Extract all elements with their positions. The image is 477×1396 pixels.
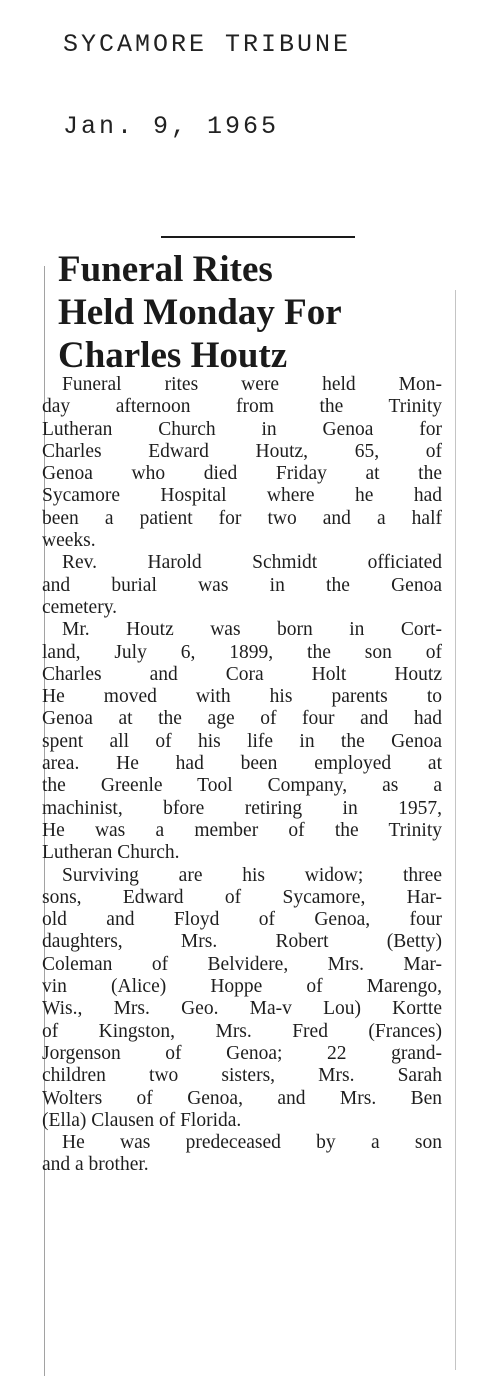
article-line: land, July 6, 1899, the son of — [42, 641, 442, 663]
article-line: Genoa who died Friday at the — [42, 463, 442, 485]
article-paragraph — [42, 374, 442, 552]
article-line: weeks. — [42, 530, 96, 552]
article-line: (Ella) Clausen of Florida. — [42, 1109, 242, 1131]
article-line: been a patient for two and a half — [42, 507, 442, 529]
article-line: Lutheran Church in Genoa for — [42, 418, 442, 440]
right-column-edge — [455, 290, 456, 1370]
newspaper-name: SYCAMORE TRIBUNE — [63, 30, 352, 59]
article-line: daughters, Mrs. Robert (Betty) — [42, 931, 442, 953]
article-line: Charles and Cora Holt Houtz — [42, 663, 442, 685]
article-line: Surviving are his widow; three — [62, 864, 442, 886]
article-line: area. He had been employed at — [42, 753, 442, 775]
article-line: of Kingston, Mrs. Fred (Frances) — [42, 1020, 442, 1042]
article-line: the Greenle Tool Company, as a — [42, 775, 442, 797]
article-line: old and Floyd of Genoa, four — [42, 909, 442, 931]
article-line: day afternoon from the Trinity — [42, 396, 442, 418]
article-line: cemetery. — [42, 596, 118, 618]
article-paragraph — [42, 865, 442, 1133]
article-line: Genoa at the age of four and had — [42, 708, 442, 730]
clipping-date: Jan. 9, 1965 — [63, 112, 280, 141]
article-body — [42, 374, 442, 1177]
article-line: Funeral rites were held Mon- — [62, 374, 442, 395]
article-line: machinist, bfore retiring in 1957, — [42, 797, 442, 819]
article-line: He moved with his parents to — [42, 686, 442, 708]
article-line: Wis., Mrs. Geo. Ma-v Lou) Kortte — [42, 998, 442, 1020]
headline-line: Charles Houtz — [58, 335, 288, 376]
column-rule — [161, 236, 355, 238]
article-line: Coleman of Belvidere, Mrs. Mar- — [42, 953, 442, 975]
article-line: Rev. Harold Schmidt officiated — [62, 552, 442, 574]
article-line: spent all of his life in the Genoa — [42, 730, 442, 752]
article-paragraph — [42, 552, 442, 619]
article-line: Wolters of Genoa, and Mrs. Ben — [42, 1087, 442, 1109]
article-line: and burial was in the Genoa — [42, 574, 442, 596]
article-line: He was predeceased by a son — [62, 1132, 442, 1154]
article-paragraph — [42, 1132, 442, 1177]
article-paragraph — [42, 619, 442, 864]
article-line: Sycamore Hospital where he had — [42, 485, 442, 507]
article-line: He was a member of the Trinity — [42, 819, 442, 841]
article-line: sons, Edward of Sycamore, Har- — [42, 886, 442, 908]
article-line: Jorgenson of Genoa; 22 grand- — [42, 1042, 442, 1064]
headline-line: Funeral Rites — [58, 249, 273, 290]
article-line: Charles Edward Houtz, 65, of — [42, 440, 442, 462]
article-line: children two sisters, Mrs. Sarah — [42, 1065, 442, 1087]
article-line: Lutheran Church. — [42, 842, 180, 864]
headline-line: Held Monday For — [58, 292, 342, 333]
article-headline — [58, 248, 458, 377]
article-line: Mr. Houtz was born in Cort- — [62, 619, 442, 641]
article-line: vin (Alice) Hoppe of Marengo, — [42, 976, 442, 998]
article-line: and a brother. — [42, 1154, 149, 1176]
